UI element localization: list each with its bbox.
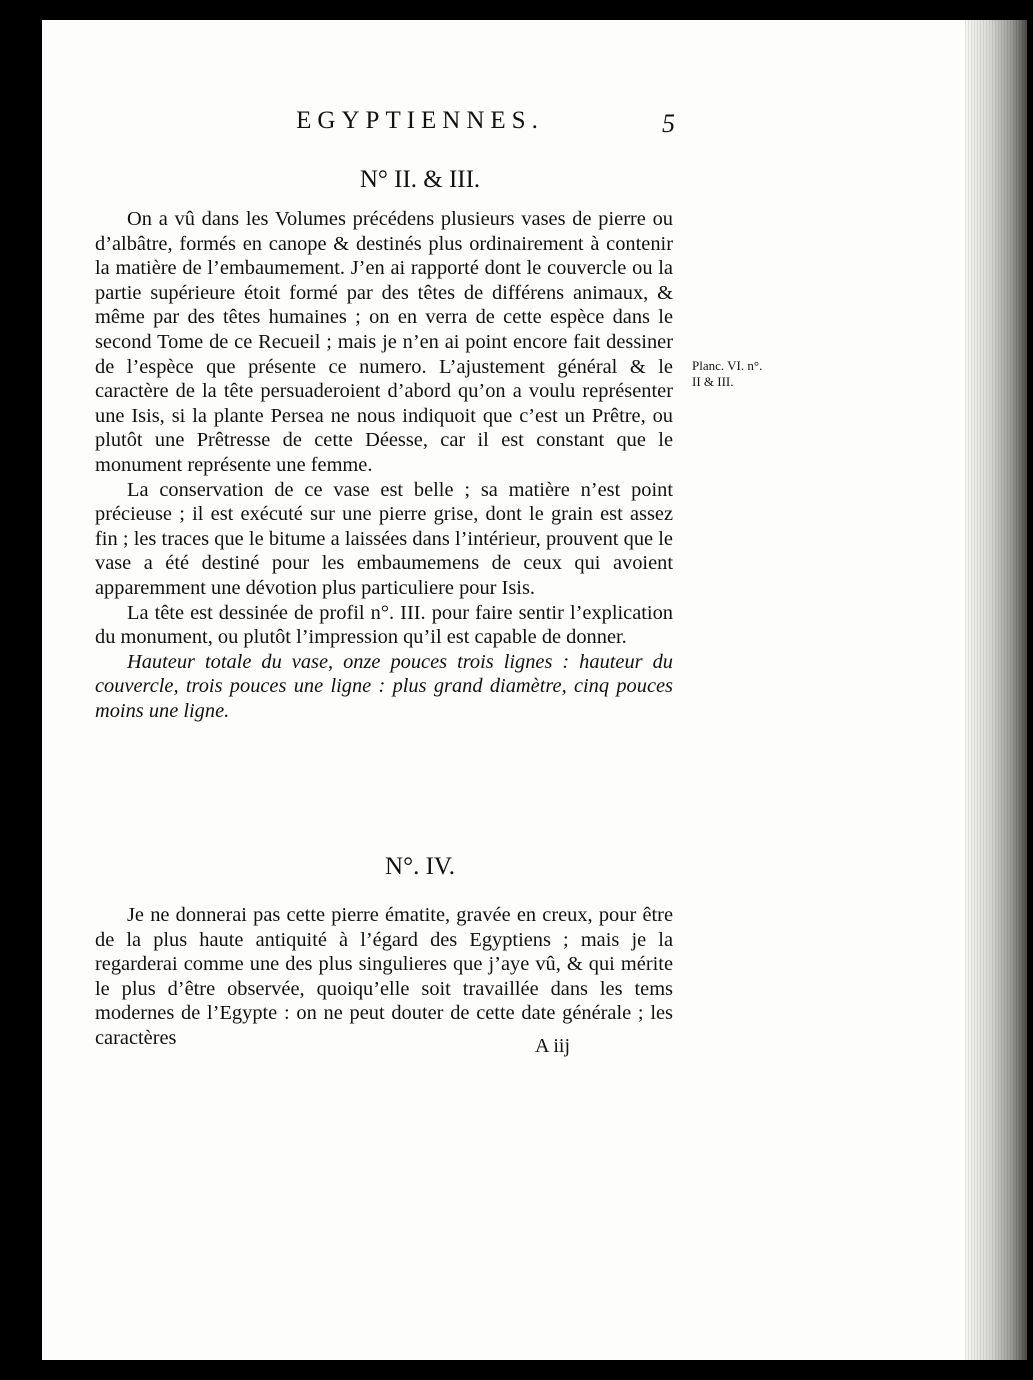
marginal-note-line: Planc. VI. n°. (692, 358, 763, 373)
section-body (95, 903, 673, 1051)
paragraph: Je ne donnerai pas cette pierre ématite, gravée en creux, pour être de la plus haute antiquité à l’égard des Egyptiens ; mais je la regarderai comme une des plus singulieres que j’aye vû, & qui mérite le plus d’être observée, quoiqu’elle soit travaillée dans les tems modernes de l’Egypte : on ne peut douter de cette date générale ; les caractères (95, 904, 673, 1049)
running-header: EGYPTIENNES. (296, 107, 544, 134)
paragraph: La conservation de ce vase est belle ; sa matière n’est point précieuse ; il est exécuté sur une pierre grise, dont le grain est assez fin ; les traces que le bitume a laissées dans l’intérieur, prouvent que le vase a été destiné pour les embaumemens de ceux qui avoient apparemment une dévotion plus particuliere pour Isis. (95, 478, 673, 599)
section-title: N° II. & III. (359, 166, 481, 193)
paragraph: La tête est dessinée de profil n°. III. pour faire sentir l’explication du monument, ou plutôt l’impression qu’il est capable de donner. (95, 601, 673, 649)
catchword: A iij (535, 1035, 571, 1057)
page-edge-shadow (965, 20, 1027, 1360)
paragraph: On a vû dans les Volumes précédens plusieurs vases de pierre ou d’albâtre, formés en canope & destinés plus ordinairement à contenir la matière de l’embaumement. J’en ai rapporté dont le couvercle ou la partie supérieure étoit formé par des têtes de différens animaux, & même par des têtes humaines ; on en verra de cette espèce dans le second Tome de ce Recueil ; mais je n’en ai point encore fait dessiner de l’espèce que présente ce numero. L’ajustement général & le caractère de la tête persuaderoient d’abord qu’on a voulu représenter une Isis, si la plante Persea ne nous indiquoit que c’est un Prêtre, ou plutôt une Prêtresse de cette Déesse, car il est constant que le monument représente une femme. (95, 208, 673, 476)
section-title: N°. IV. (385, 853, 455, 880)
marginal-note (692, 358, 762, 390)
measurements: Hauteur totale du vase, onze pouces trois lignes : hauteur du couvercle, trois pouces une ligne : plus grand diamètre, cinq pouces moins une ligne. (95, 650, 673, 722)
section-body (95, 207, 673, 723)
marginal-note-line: II & III. (692, 374, 734, 389)
page-number: 5 (662, 109, 675, 138)
